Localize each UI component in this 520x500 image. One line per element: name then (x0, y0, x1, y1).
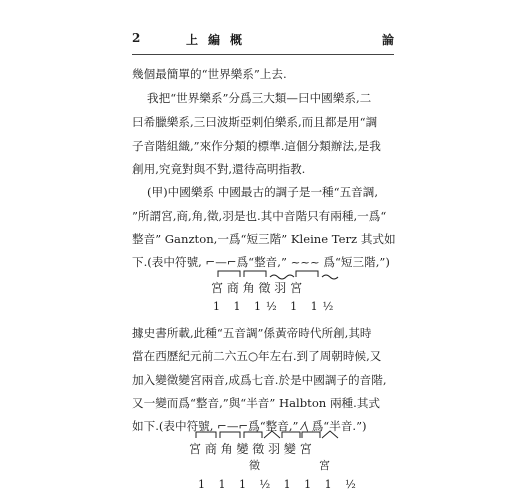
running-title-right: 論 (381, 33, 394, 47)
text-line: 曰希臘樂系,三曰波斯亞剌伯樂系,而且都是用“調 (132, 115, 378, 129)
minor-third-mark (270, 275, 294, 279)
text-line: 又一變而爲“整音,”與“半音” Halbton 兩種.其式 (132, 396, 381, 410)
whole-tone-mark (220, 432, 240, 438)
text-line: 創用,究竟對與不對,還待高明指教. (132, 162, 306, 176)
scale-subnote: 徵 (249, 459, 260, 472)
scale-intervals: 1 1 1½ 1 1½ (213, 300, 339, 313)
text-line: 子音階組織,”來作分類的標準.這個分類辦法,是我 (132, 139, 381, 153)
text-line: 下.(表中符號, ⌐—⌐爲“整音,” ~~~ 爲“短三階,”) (132, 255, 390, 269)
page-number: 2 (132, 31, 141, 45)
text-line: 當在西歷紀元前二六五○年左右.到了周朝時候,又 (132, 349, 382, 363)
scale-notes: 宮 商 角 變 徵 羽 變 宮 (189, 442, 312, 456)
semitone-mark (322, 431, 338, 438)
running-title: 上編概 (186, 33, 253, 47)
text-line: 據史書所載,此種“五音調”係黃帝時代所創,其時 (132, 326, 372, 340)
whole-tone-mark (282, 432, 300, 438)
scale-subnote: 宮 (319, 459, 330, 472)
text-line: 整音” Ganzton,一爲“短三階” Kleine Terz 其式如 (132, 232, 396, 246)
text-line: 加入變徵變宮兩音,成爲七音.於是中國調子的音階, (132, 373, 387, 387)
scale-notes: 宮 商 角 徵 羽 宮 (211, 281, 303, 295)
text-line: 如下.(表中符號, ⌐—⌐爲“整音,” ⁄\ 爲“半音.”) (132, 419, 367, 433)
scale-intervals: 1 1 1 ½ 1 1 1 ½ (198, 478, 361, 491)
minor-third-mark (322, 275, 338, 279)
whole-tone-mark (296, 271, 318, 277)
whole-tone-mark (244, 271, 266, 277)
whole-tone-mark (244, 432, 262, 438)
text-line: 我把“世界樂系”分爲三大類—曰中國樂系,二 (147, 91, 372, 105)
whole-tone-mark (196, 432, 216, 438)
whole-tone-mark (302, 432, 320, 438)
semitone-mark (264, 431, 280, 438)
text-line: 幾個最簡單的“世界樂系”上去. (132, 67, 287, 81)
text-line: ”所謂宮,商,角,徵,羽是也.其中音階只有兩種,一爲“ (132, 209, 387, 223)
whole-tone-mark (218, 271, 240, 277)
text-line: (甲)中國樂系 中國最古的調子是一種“五音調, (147, 185, 379, 199)
